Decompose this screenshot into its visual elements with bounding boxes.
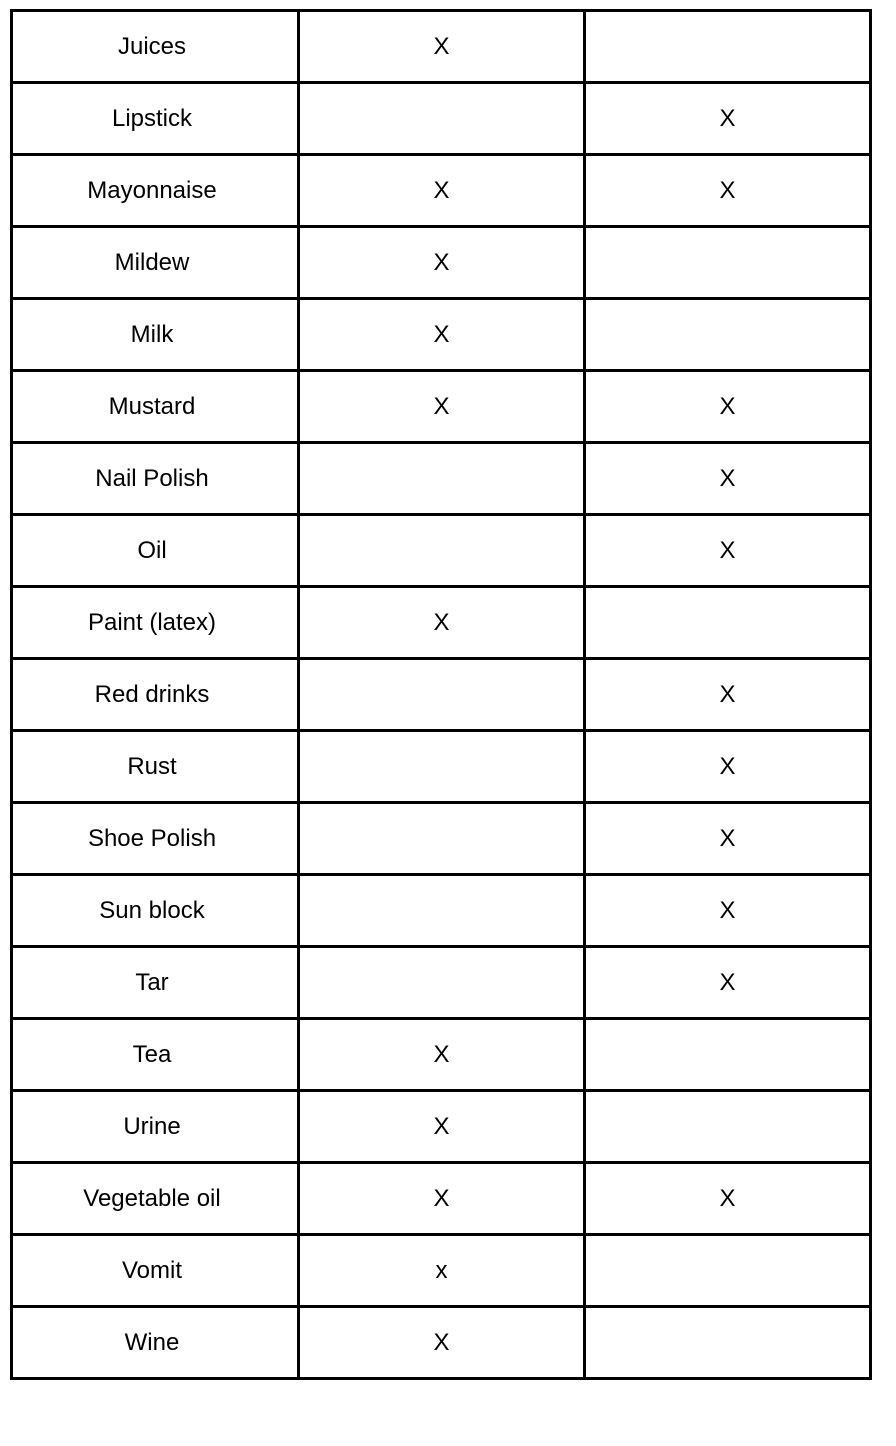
column-a-mark: X (299, 227, 585, 299)
column-a-mark (299, 83, 585, 155)
table-row (12, 587, 871, 659)
stain-name-cell: Vomit (12, 1235, 299, 1307)
stain-name-cell: Paint (latex) (12, 587, 299, 659)
stain-name-cell: Urine (12, 1091, 299, 1163)
column-b-mark: X (585, 83, 871, 155)
column-b-mark: X (585, 443, 871, 515)
column-a-mark: X (299, 299, 585, 371)
column-b-mark (585, 587, 871, 659)
column-b-mark (585, 227, 871, 299)
column-b-mark (585, 299, 871, 371)
table-row (12, 659, 871, 731)
stain-name-cell: Rust (12, 731, 299, 803)
table-row (12, 947, 871, 1019)
stain-name-cell: Juices (12, 11, 299, 83)
stain-name-cell: Mayonnaise (12, 155, 299, 227)
column-a-mark: X (299, 155, 585, 227)
column-a-mark: X (299, 1163, 585, 1235)
column-b-mark: X (585, 947, 871, 1019)
stain-name-cell: Tar (12, 947, 299, 1019)
column-a-mark (299, 947, 585, 1019)
column-b-mark (585, 11, 871, 83)
column-b-mark: X (585, 371, 871, 443)
column-a-mark: X (299, 1091, 585, 1163)
table-row (12, 875, 871, 947)
stain-name-cell: Oil (12, 515, 299, 587)
column-b-mark: X (585, 1163, 871, 1235)
table-row (12, 83, 871, 155)
column-a-mark (299, 515, 585, 587)
stain-name-cell: Tea (12, 1019, 299, 1091)
stain-name-cell: Red drinks (12, 659, 299, 731)
column-b-mark: X (585, 731, 871, 803)
column-b-mark: X (585, 803, 871, 875)
stain-name-cell: Mildew (12, 227, 299, 299)
column-a-mark (299, 659, 585, 731)
column-a-mark: X (299, 1307, 585, 1379)
table-row (12, 1163, 871, 1235)
column-b-mark (585, 1307, 871, 1379)
table-row (12, 1235, 871, 1307)
stain-name-cell: Lipstick (12, 83, 299, 155)
column-a-mark: X (299, 371, 585, 443)
column-a-mark (299, 731, 585, 803)
stain-name-cell: Nail Polish (12, 443, 299, 515)
column-a-mark: X (299, 11, 585, 83)
table-row (12, 803, 871, 875)
column-a-mark (299, 875, 585, 947)
table-row (12, 155, 871, 227)
column-b-mark: X (585, 155, 871, 227)
table-row (12, 443, 871, 515)
table-row (12, 1019, 871, 1091)
column-b-mark: X (585, 515, 871, 587)
column-a-mark: x (299, 1235, 585, 1307)
column-a-mark (299, 803, 585, 875)
column-b-mark (585, 1019, 871, 1091)
table-row (12, 299, 871, 371)
table-row (12, 515, 871, 587)
stain-name-cell: Shoe Polish (12, 803, 299, 875)
table-row (12, 731, 871, 803)
column-a-mark (299, 443, 585, 515)
stain-name-cell: Milk (12, 299, 299, 371)
column-b-mark (585, 1235, 871, 1307)
column-b-mark: X (585, 659, 871, 731)
table-row (12, 227, 871, 299)
column-a-mark: X (299, 1019, 585, 1091)
table-row (12, 11, 871, 83)
stain-name-cell: Vegetable oil (12, 1163, 299, 1235)
table-row (12, 371, 871, 443)
stain-name-cell: Wine (12, 1307, 299, 1379)
column-b-mark (585, 1091, 871, 1163)
column-b-mark: X (585, 875, 871, 947)
table-row (12, 1307, 871, 1379)
stain-table-body (12, 11, 871, 1379)
stain-name-cell: Sun block (12, 875, 299, 947)
table-row (12, 1091, 871, 1163)
stain-name-cell: Mustard (12, 371, 299, 443)
column-a-mark: X (299, 587, 585, 659)
stain-table (10, 9, 872, 1380)
